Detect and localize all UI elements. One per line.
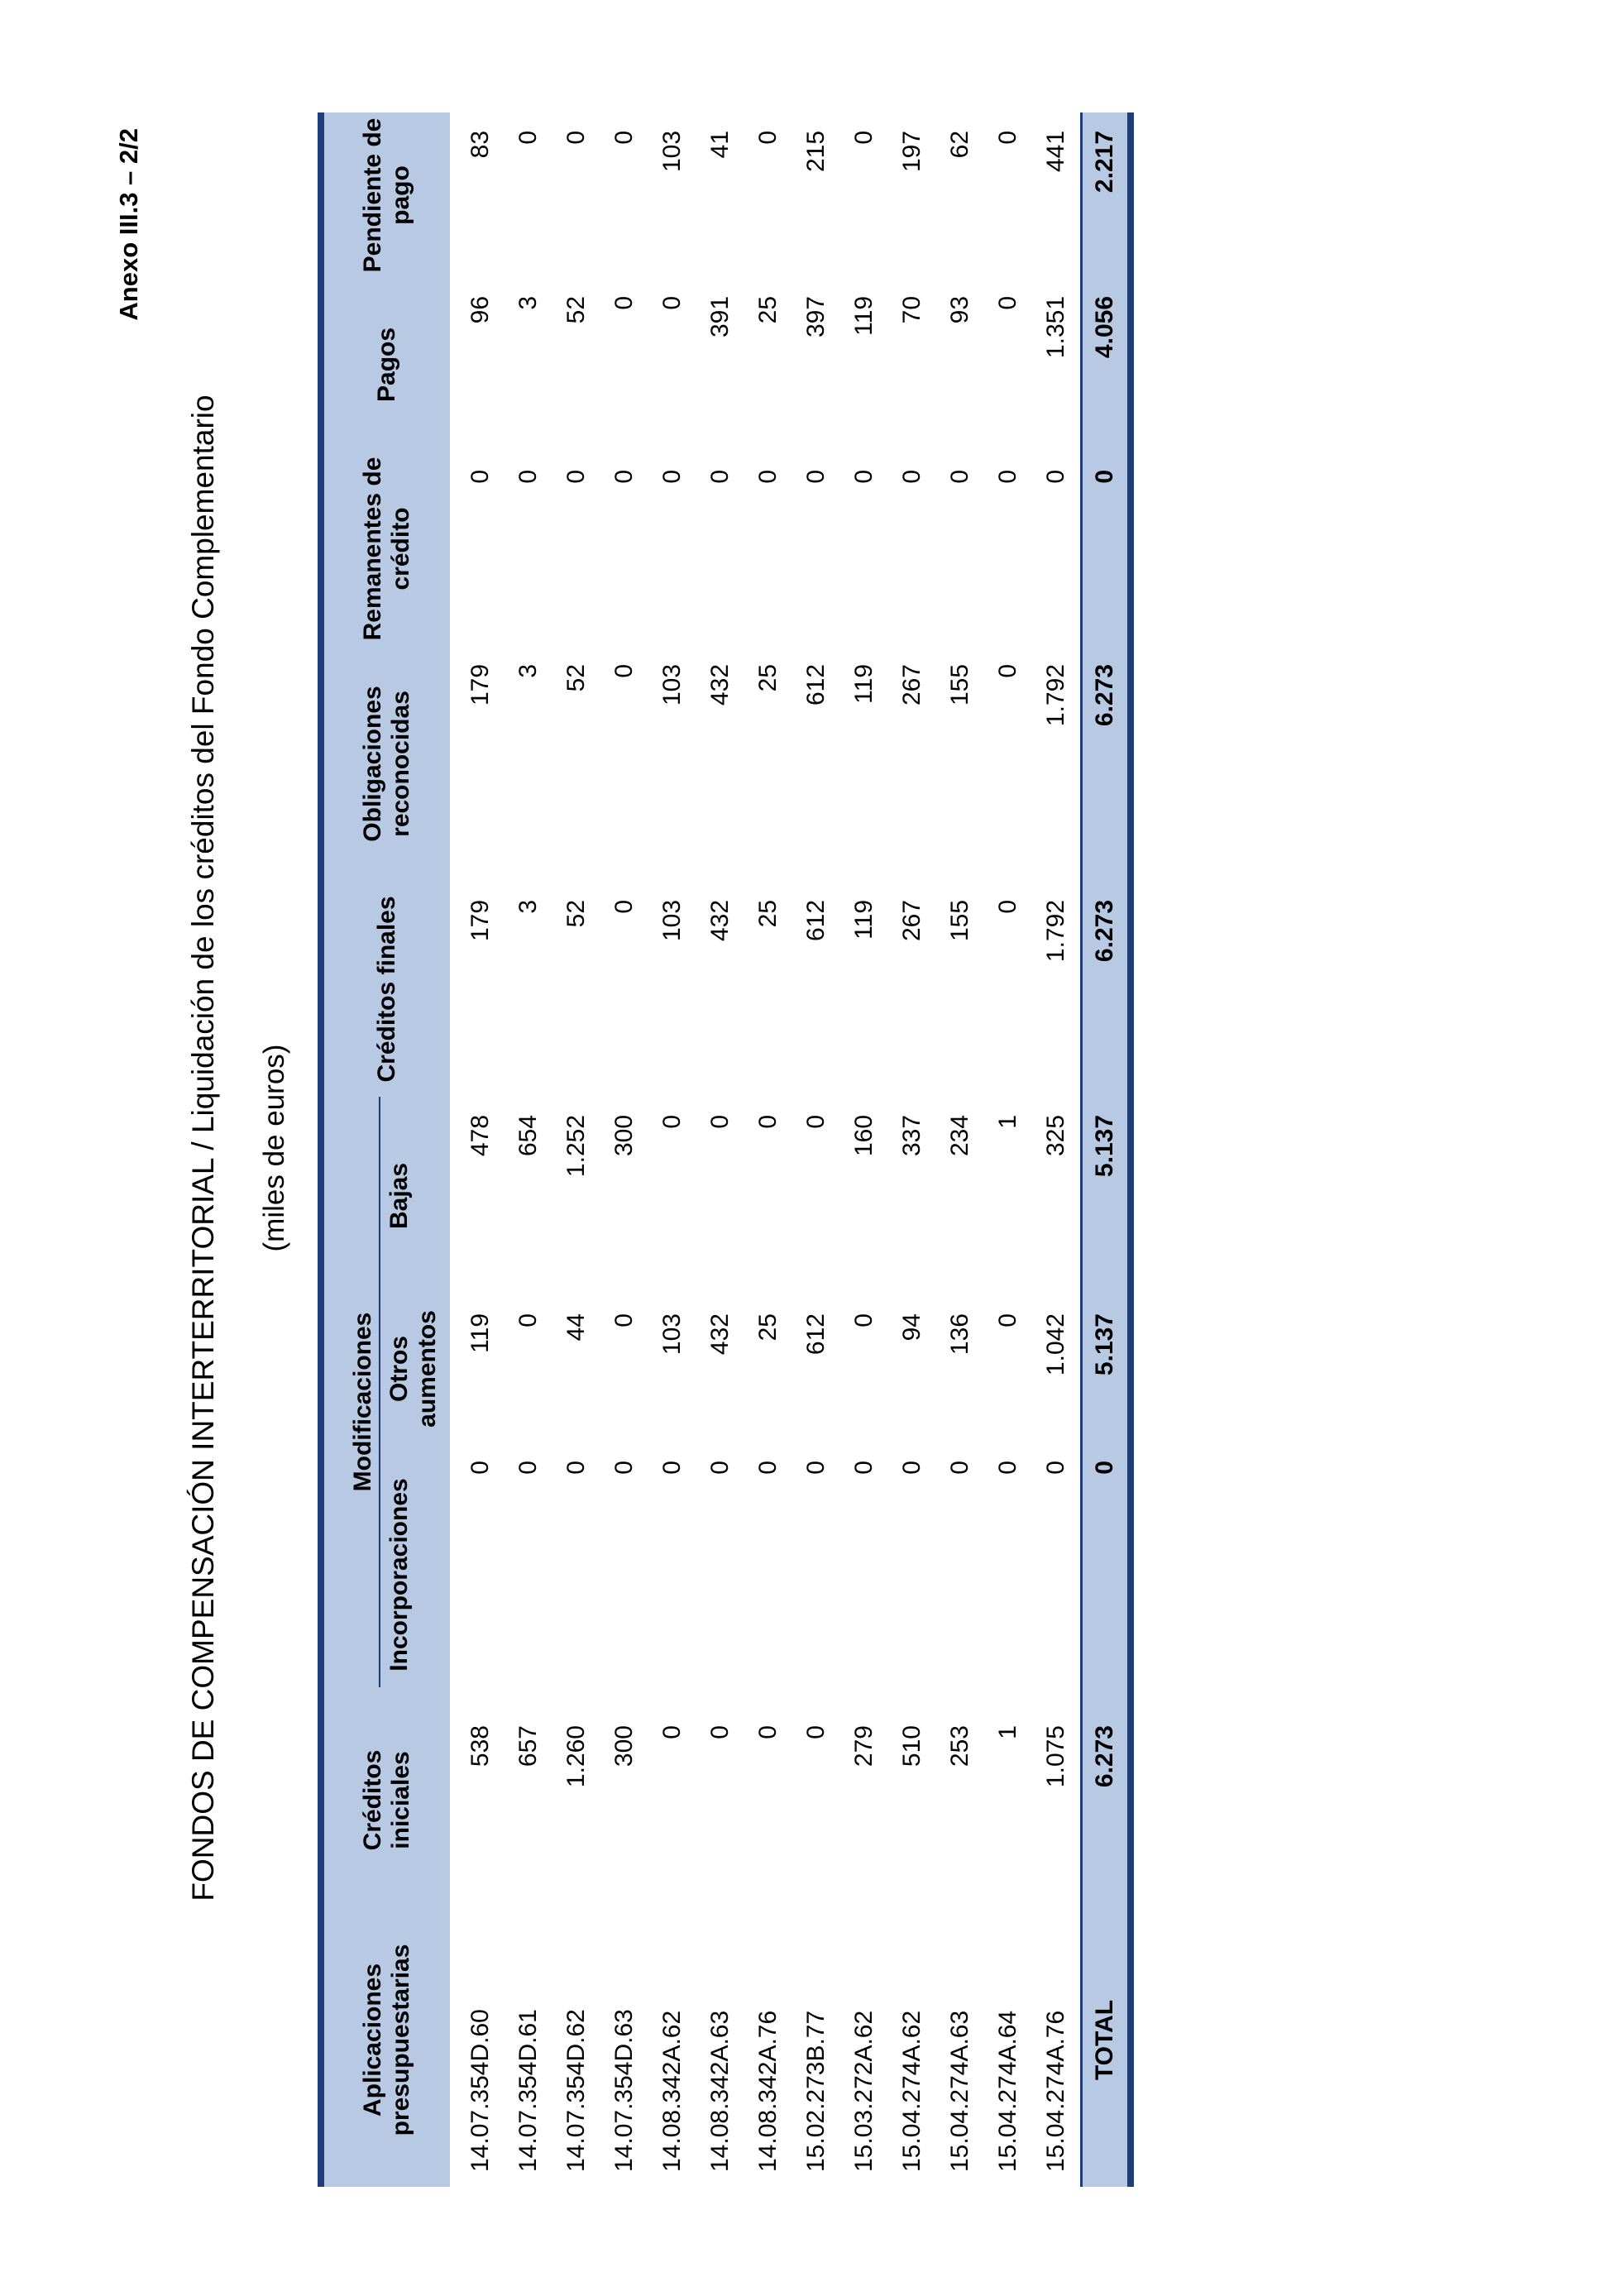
row-value: 93 bbox=[946, 295, 973, 324]
row-code: 15.03.272A.62 bbox=[840, 1893, 888, 2187]
row-value: 0 bbox=[802, 1461, 830, 1475]
total-cell: 4.056 bbox=[1082, 278, 1131, 452]
row-value: 3 bbox=[514, 663, 542, 678]
modificaciones-rule bbox=[379, 1097, 380, 1687]
row-value: 0 bbox=[850, 1461, 878, 1475]
row-value: 0 bbox=[466, 1461, 494, 1475]
row-value: 119 bbox=[850, 899, 878, 940]
row-value: 3 bbox=[514, 295, 542, 310]
row-value: 0 bbox=[610, 1313, 638, 1327]
table-row bbox=[450, 112, 505, 2187]
row-value: 0 bbox=[610, 295, 638, 310]
header-obligaciones: Obligaciones reconocidas bbox=[321, 646, 450, 882]
row-value: 83 bbox=[466, 130, 494, 159]
page-title: FONDOS DE COMPENSACIÓN INTERTERRITORIAL / Liquidación de los créditos del Fondo Complementario bbox=[186, 395, 220, 1901]
header-otros-aumentos: Otros aumentos bbox=[380, 1295, 450, 1442]
row-value: 0 bbox=[994, 1461, 1021, 1475]
total-cell: 6.273 bbox=[1082, 882, 1131, 1097]
row-value: 432 bbox=[706, 899, 734, 942]
row-value: 0 bbox=[514, 469, 542, 484]
row-value: 1.792 bbox=[1042, 663, 1069, 727]
row-value: 0 bbox=[562, 1461, 590, 1475]
row-value: 657 bbox=[514, 1725, 542, 1767]
total-label: TOTAL bbox=[1082, 1893, 1131, 2187]
row-value: 0 bbox=[610, 1461, 638, 1475]
row-value: 0 bbox=[802, 1114, 830, 1129]
row-value: 432 bbox=[706, 663, 734, 706]
row-value: 0 bbox=[754, 1114, 782, 1129]
row-value: 155 bbox=[946, 899, 973, 942]
row-code: 14.08.342A.63 bbox=[696, 1893, 744, 2187]
row-value: 52 bbox=[562, 663, 590, 692]
row-value: 103 bbox=[658, 663, 686, 706]
row-code: 15.04.274A.63 bbox=[936, 1893, 984, 2187]
header-remanentes: Remanentes de crédito bbox=[321, 452, 450, 646]
row-value: 300 bbox=[610, 1114, 638, 1157]
row-value: 0 bbox=[1042, 1461, 1069, 1475]
row-value: 0 bbox=[994, 295, 1021, 310]
row-value: 0 bbox=[946, 1461, 973, 1475]
row-value: 234 bbox=[946, 1114, 973, 1157]
row-code: 15.04.274A.76 bbox=[1032, 1893, 1082, 2187]
row-value: 325 bbox=[1042, 1114, 1069, 1157]
table-row bbox=[792, 112, 840, 2187]
header-creditos-finales: Créditos finales bbox=[321, 882, 450, 1097]
row-value: 0 bbox=[658, 1461, 686, 1475]
row-value: 0 bbox=[610, 469, 638, 484]
row-value: 62 bbox=[946, 130, 973, 159]
units-subtitle: (miles de euros) bbox=[258, 1044, 290, 1252]
row-value: 1.792 bbox=[1042, 899, 1069, 963]
row-value: 0 bbox=[466, 469, 494, 484]
row-value: 612 bbox=[802, 663, 830, 706]
row-value: 0 bbox=[610, 130, 638, 145]
row-value: 1 bbox=[994, 1114, 1021, 1129]
row-value: 0 bbox=[946, 469, 973, 484]
row-value: 279 bbox=[850, 1725, 878, 1767]
row-value: 300 bbox=[610, 1725, 638, 1767]
row-value: 179 bbox=[466, 899, 494, 942]
row-code: 15.04.274A.64 bbox=[984, 1893, 1032, 2187]
row-value: 136 bbox=[946, 1313, 973, 1356]
header-aplicaciones: Aplicaciones presupuestarias bbox=[321, 1893, 450, 2187]
row-value: 25 bbox=[754, 295, 782, 324]
row-value: 94 bbox=[898, 1313, 925, 1342]
row-value: 3 bbox=[514, 899, 542, 914]
row-value: 441 bbox=[1042, 130, 1069, 173]
row-value: 0 bbox=[610, 663, 638, 678]
row-value: 0 bbox=[562, 469, 590, 484]
row-value: 612 bbox=[802, 899, 830, 942]
row-code: 14.08.342A.62 bbox=[648, 1893, 696, 2187]
liquidation-table bbox=[318, 112, 1134, 2187]
row-value: 0 bbox=[706, 1114, 734, 1129]
header-pagos: Pagos bbox=[321, 278, 450, 452]
table-row bbox=[936, 112, 984, 2187]
table-row bbox=[648, 112, 696, 2187]
row-value: 538 bbox=[466, 1725, 494, 1767]
row-value: 0 bbox=[514, 1461, 542, 1475]
row-code: 15.04.274A.62 bbox=[888, 1893, 936, 2187]
row-value: 0 bbox=[514, 1313, 542, 1327]
row-value: 0 bbox=[658, 1725, 686, 1739]
row-value: 44 bbox=[562, 1313, 590, 1342]
row-value: 103 bbox=[658, 130, 686, 173]
row-value: 0 bbox=[802, 1725, 830, 1739]
row-value: 0 bbox=[514, 130, 542, 145]
row-value: 1.252 bbox=[562, 1114, 590, 1178]
row-value: 1.351 bbox=[1042, 295, 1069, 359]
table-row bbox=[696, 112, 744, 2187]
row-value: 0 bbox=[850, 130, 878, 145]
row-value: 41 bbox=[706, 130, 734, 159]
row-value: 0 bbox=[706, 469, 734, 484]
row-value: 0 bbox=[802, 469, 830, 484]
row-value: 0 bbox=[754, 130, 782, 145]
row-value: 0 bbox=[898, 469, 925, 484]
row-value: 0 bbox=[850, 1313, 878, 1327]
row-value: 478 bbox=[466, 1114, 494, 1157]
row-value: 96 bbox=[466, 295, 494, 324]
table-row bbox=[505, 112, 552, 2187]
row-value: 179 bbox=[466, 663, 494, 706]
header-incorporaciones: Incorporaciones bbox=[380, 1442, 450, 1707]
row-value: 25 bbox=[754, 899, 782, 928]
table-row bbox=[744, 112, 792, 2187]
row-value: 0 bbox=[994, 469, 1021, 484]
table-row bbox=[552, 112, 600, 2187]
row-code: 14.07.354D.61 bbox=[505, 1893, 552, 2187]
annex-label: Anexo III.3 – 2/2 bbox=[114, 128, 143, 321]
row-value: 0 bbox=[754, 1461, 782, 1475]
row-value: 103 bbox=[658, 899, 686, 942]
row-value: 0 bbox=[658, 469, 686, 484]
total-cell: 6.273 bbox=[1082, 646, 1131, 882]
row-value: 103 bbox=[658, 1313, 686, 1356]
row-value: 155 bbox=[946, 663, 973, 706]
row-value: 267 bbox=[898, 899, 925, 942]
row-value: 397 bbox=[802, 295, 830, 338]
row-value: 25 bbox=[754, 1313, 782, 1342]
row-value: 432 bbox=[706, 1313, 734, 1356]
row-value: 160 bbox=[850, 1114, 878, 1157]
row-value: 1 bbox=[994, 1725, 1021, 1739]
table-body bbox=[450, 112, 1082, 2187]
table-row bbox=[840, 112, 888, 2187]
row-value: 0 bbox=[898, 1461, 925, 1475]
row-value: 25 bbox=[754, 663, 782, 692]
row-value: 612 bbox=[802, 1313, 830, 1356]
row-value: 0 bbox=[706, 1461, 734, 1475]
row-value: 1.260 bbox=[562, 1725, 590, 1788]
total-cell: 6.273 bbox=[1082, 1707, 1131, 1893]
row-value: 52 bbox=[562, 899, 590, 928]
row-value: 119 bbox=[850, 295, 878, 336]
row-value: 0 bbox=[610, 899, 638, 914]
row-value: 52 bbox=[562, 295, 590, 324]
row-value: 0 bbox=[994, 130, 1021, 145]
row-value: 119 bbox=[466, 1313, 494, 1353]
total-cell: 5.137 bbox=[1082, 1097, 1131, 1295]
table-row bbox=[888, 112, 936, 2187]
table-row bbox=[1032, 112, 1082, 2187]
row-value: 197 bbox=[898, 130, 925, 173]
row-value: 0 bbox=[754, 469, 782, 484]
header-creditos-iniciales: Créditos iniciales bbox=[321, 1707, 450, 1893]
total-cell: 5.137 bbox=[1082, 1295, 1131, 1442]
row-value: 0 bbox=[994, 663, 1021, 678]
row-value: 0 bbox=[994, 1313, 1021, 1327]
row-value: 0 bbox=[658, 1114, 686, 1129]
row-value: 0 bbox=[754, 1725, 782, 1739]
row-value: 0 bbox=[850, 469, 878, 484]
row-value: 0 bbox=[994, 899, 1021, 914]
row-code: 14.08.342A.76 bbox=[744, 1893, 792, 2187]
row-value: 0 bbox=[1042, 469, 1069, 484]
row-value: 0 bbox=[562, 130, 590, 145]
row-value: 1.075 bbox=[1042, 1725, 1069, 1788]
row-value: 510 bbox=[898, 1725, 925, 1767]
total-cell: 0 bbox=[1082, 452, 1131, 646]
row-value: 337 bbox=[898, 1114, 925, 1157]
row-code: 14.07.354D.62 bbox=[552, 1893, 600, 2187]
row-value: 0 bbox=[658, 295, 686, 310]
row-value: 119 bbox=[850, 663, 878, 704]
row-value: 70 bbox=[898, 295, 925, 324]
header-bajas: Bajas bbox=[380, 1097, 450, 1295]
header-modificaciones bbox=[321, 1097, 380, 1707]
row-code: 15.02.273B.77 bbox=[792, 1893, 840, 2187]
header-modificaciones-label: Modificaciones bbox=[349, 1312, 376, 1492]
row-value: 391 bbox=[706, 295, 734, 338]
header-pendiente: Pendiente de pago bbox=[321, 112, 450, 278]
row-value: 0 bbox=[706, 1725, 734, 1739]
total-row bbox=[1082, 112, 1131, 2187]
total-cell: 0 bbox=[1082, 1442, 1131, 1707]
row-value: 1.042 bbox=[1042, 1313, 1069, 1376]
table-row bbox=[600, 112, 648, 2187]
row-code: 14.07.354D.60 bbox=[450, 1893, 505, 2187]
total-cell: 2.217 bbox=[1082, 112, 1131, 278]
table-row bbox=[984, 112, 1032, 2187]
row-value: 215 bbox=[802, 130, 830, 173]
row-value: 267 bbox=[898, 663, 925, 706]
row-code: 14.07.354D.63 bbox=[600, 1893, 648, 2187]
row-value: 654 bbox=[514, 1114, 542, 1157]
row-value: 253 bbox=[946, 1725, 973, 1767]
